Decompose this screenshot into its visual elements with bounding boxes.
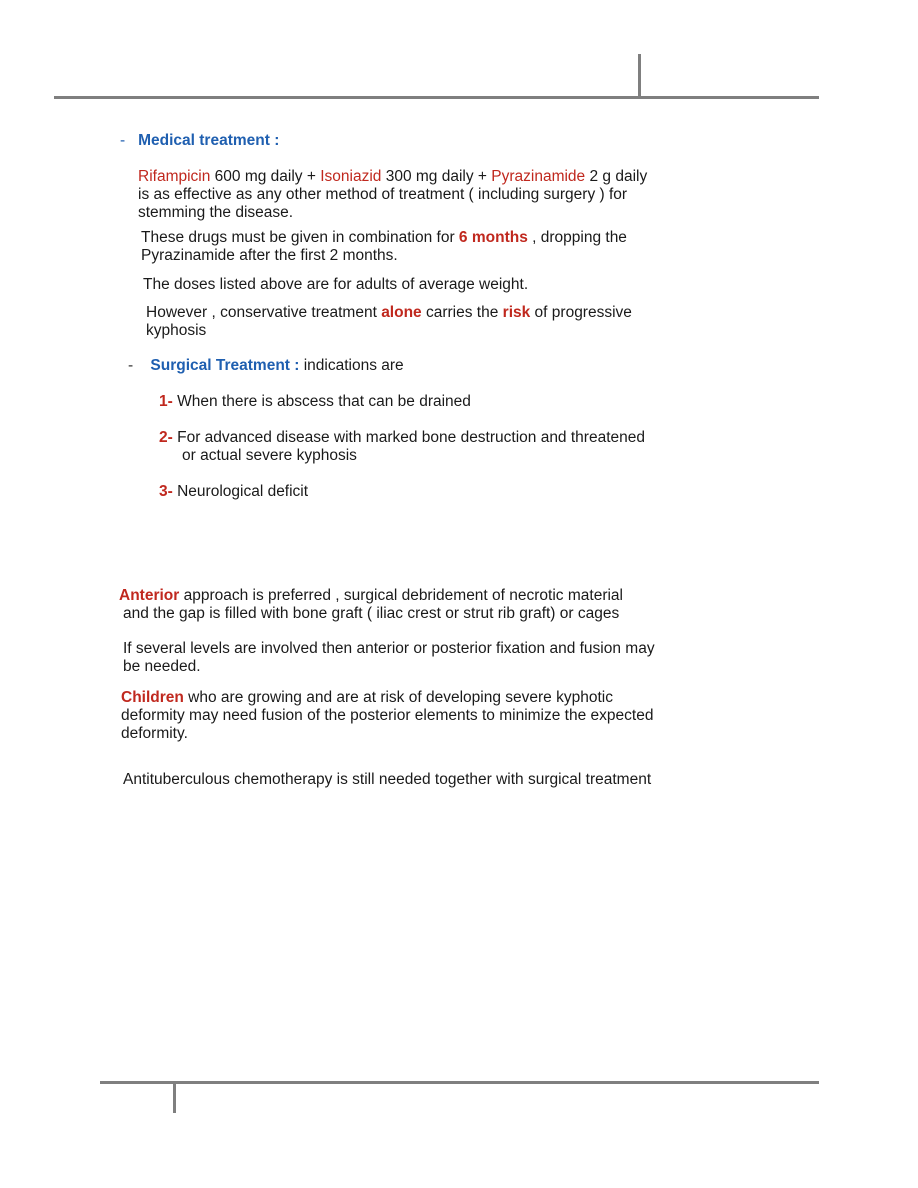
drug-rifampicin: Rifampicin [138,168,211,185]
indication-2-line-2: or actual severe kyphosis [182,447,357,464]
word-anterior: Anterior [119,587,180,604]
drugs-line-1: Rifampicin 600 mg daily + Isoniazid 300 mg daily + Pyrazinamide 2 g daily [138,168,648,185]
however-line-2: kyphosis [146,322,207,339]
levels-line-2: be needed. [123,658,201,675]
drug-isoniazid: Isoniazid [320,168,382,185]
indication-1: 1- When there is abscess that can be drained [159,393,471,410]
surgical-heading-line: - Surgical Treatment : indications are [128,357,404,374]
header-rule [54,96,819,99]
medical-heading: Medical treatment : [138,132,280,149]
combination-line-2: Pyrazinamide after the first 2 months. [141,247,398,264]
indication-2: 2- For advanced disease with marked bone destruction and threatened [159,429,645,446]
drugs-line-3: stemming the disease. [138,204,294,221]
chemo-line: Antituberculous chemotherapy is still needed together with surgical treatment [123,771,652,788]
levels-line-1: If several levels are involved then anterior or posterior fixation and fusion may [123,640,655,657]
header-divider [638,54,641,98]
anterior-line-1: Anterior approach is preferred , surgical debridement of necrotic material [119,587,623,604]
indication-3: 3- Neurological deficit [159,483,309,500]
footer-rule [100,1081,819,1084]
word-alone: alone [381,304,422,321]
surgical-heading: Surgical Treatment : [150,357,300,374]
however-line-1: However , conservative treatment alone carries the risk of progressive [146,304,632,321]
drugs-line-2: is as effective as any other method of treatment ( including surgery ) for [138,186,628,203]
word-risk: risk [502,304,531,321]
six-months: 6 months [458,229,528,246]
combination-line-1: These drugs must be given in combination for 6 months , dropping the [141,229,627,246]
children-line-2: deformity may need fusion of the posterior elements to minimize the expected [121,707,654,724]
word-children: Children [121,689,184,706]
medical-heading-line [120,132,279,150]
doses-line: The doses listed above are for adults of average weight. [143,276,529,293]
bullet-dash: - [120,132,126,149]
children-line-1: Children who are growing and are at risk of developing severe kyphotic [121,689,613,706]
bullet-dash: - [128,357,134,374]
children-line-3: deformity. [121,725,188,742]
footer-divider [173,1081,176,1113]
anterior-line-2: and the gap is filled with bone graft ( iliac crest or strut rib graft) or cages [123,605,620,622]
drug-pyrazinamide: Pyrazinamide [491,168,586,185]
